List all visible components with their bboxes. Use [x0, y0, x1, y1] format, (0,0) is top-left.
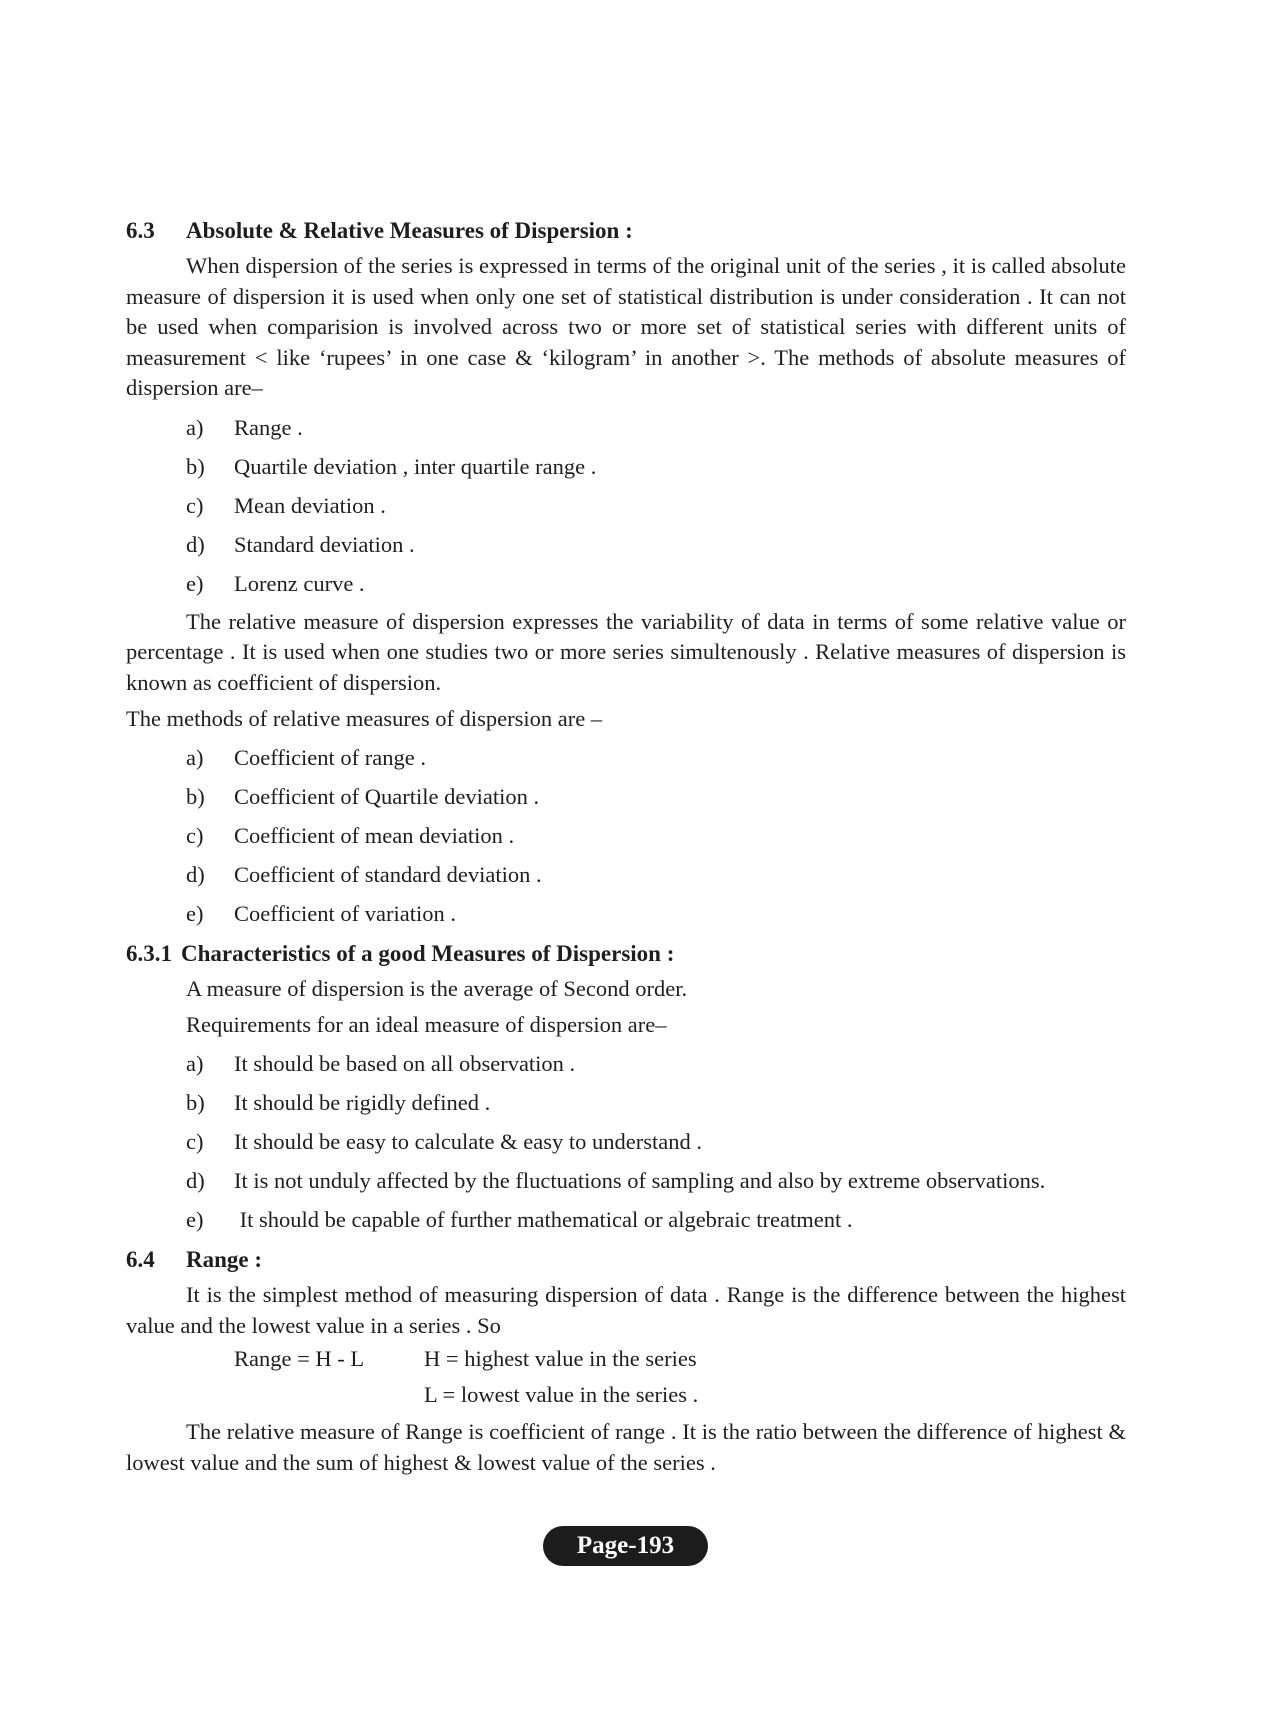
list-item	[126, 1122, 1126, 1161]
list-item	[126, 816, 1126, 855]
l-definition: L = lowest value in the series .	[424, 1382, 699, 1407]
list-marker: c)	[186, 492, 204, 518]
list-marker: e)	[186, 570, 204, 596]
list-item-text: Coefficient of Quartile deviation .	[234, 784, 540, 809]
list-item-text: It should be rigidly defined .	[234, 1090, 491, 1115]
h-definition: H = highest value in the series	[424, 1346, 697, 1371]
relative-methods-list	[126, 738, 1126, 933]
requirements-intro: Requirements for an ideal measure of dispersion are–	[186, 1012, 667, 1037]
list-marker: e)	[186, 1207, 204, 1232]
range-formula: Range = H - L	[234, 1346, 365, 1371]
list-marker: a)	[186, 1051, 204, 1076]
list-marker: d)	[186, 1168, 205, 1193]
range-paragraph: It is the simplest method of measuring dispersion of data . Range is the difference between the highest value and the lowest value in a series . So	[126, 1282, 1126, 1338]
list-marker: c)	[186, 823, 204, 848]
section-number: 6.3	[126, 218, 155, 243]
page-number-badge: Page-193	[543, 1526, 708, 1566]
section-number: 6.4	[126, 1247, 155, 1272]
list-item-text: Coefficient of mean deviation .	[234, 823, 515, 848]
list-item-text: Coefficient of standard deviation .	[234, 862, 542, 887]
list-marker: a)	[186, 414, 204, 440]
list-item	[126, 564, 1126, 603]
list-item	[126, 486, 1126, 525]
list-item-text: It is not unduly affected by the fluctuations of sampling and also by extreme observations.	[234, 1168, 1046, 1193]
list-marker: b)	[186, 1090, 205, 1115]
relative-methods-intro: The methods of relative measures of dispersion are –	[126, 706, 603, 731]
list-marker: c)	[186, 1129, 204, 1154]
section-6-3-heading	[126, 214, 1126, 248]
list-item	[126, 855, 1126, 894]
list-item-text: It should be capable of further mathematical or algebraic treatment .	[234, 1207, 853, 1232]
list-item-text: Coefficient of range .	[234, 745, 427, 770]
section-6-4-heading	[126, 1243, 1126, 1277]
section-number: 6.3.1	[126, 941, 172, 966]
list-item	[126, 525, 1126, 564]
list-item	[126, 777, 1126, 816]
list-marker: d)	[186, 531, 205, 557]
second-order-line: A measure of dispersion is the average of Second order.	[186, 976, 688, 1001]
list-item	[126, 408, 1126, 447]
section-title: Range :	[186, 1247, 263, 1272]
section-title: Absolute & Relative Measures of Dispersion :	[186, 218, 633, 243]
list-item-text: It should be easy to calculate & easy to understand .	[234, 1129, 702, 1154]
list-marker: a)	[186, 745, 204, 770]
absolute-dispersion-paragraph: When dispersion of the series is expressed in terms of the original unit of the series , it is called absolute measure of dispersion it is used when only one set of statistical distribution is under consideration . It can not be used when comparision is involved across two or more set of statistical series with different units of measurement < like ‘rupees’ in one case & ‘kilogram’ in another >. The methods of absolute measures of dispersion are–	[126, 253, 1126, 400]
list-item	[126, 447, 1126, 486]
list-item-text: Mean deviation .	[234, 492, 386, 518]
list-item	[126, 738, 1126, 777]
list-item-text: Range .	[234, 414, 303, 440]
relative-dispersion-paragraph: The relative measure of dispersion expresses the variability of data in terms of some relative value or percentage . It is used when one studies two or more series simultenously . Relative measures of dispersion is known as coefficient of dispersion.	[126, 608, 1126, 695]
list-marker: d)	[186, 862, 205, 887]
list-marker: b)	[186, 784, 205, 809]
list-item	[126, 1200, 1126, 1239]
list-item	[126, 894, 1126, 933]
coefficient-of-range-paragraph: The relative measure of Range is coefficient of range . It is the ratio between the difference of highest & lowest value and the sum of highest & lowest value of the series .	[126, 1419, 1126, 1475]
section-6-3-1-heading	[126, 937, 1126, 971]
list-item-text: Coefficient of variation .	[234, 901, 457, 926]
list-item	[126, 1044, 1126, 1083]
list-marker: e)	[186, 901, 204, 926]
list-item-text: It should be based on all observation .	[234, 1051, 576, 1076]
list-marker: b)	[186, 453, 205, 479]
requirements-list	[126, 1044, 1126, 1239]
list-item-text: Quartile deviation , inter quartile range .	[234, 453, 597, 479]
page-content	[126, 214, 1126, 1478]
section-title: Characteristics of a good Measures of Dispersion :	[181, 941, 675, 966]
list-item	[126, 1161, 1126, 1200]
list-item-text: Standard deviation .	[234, 531, 415, 557]
list-item	[126, 1083, 1126, 1122]
list-item-text: Lorenz curve .	[234, 570, 365, 596]
absolute-methods-list	[126, 408, 1126, 603]
range-formula-block	[126, 1341, 1126, 1413]
